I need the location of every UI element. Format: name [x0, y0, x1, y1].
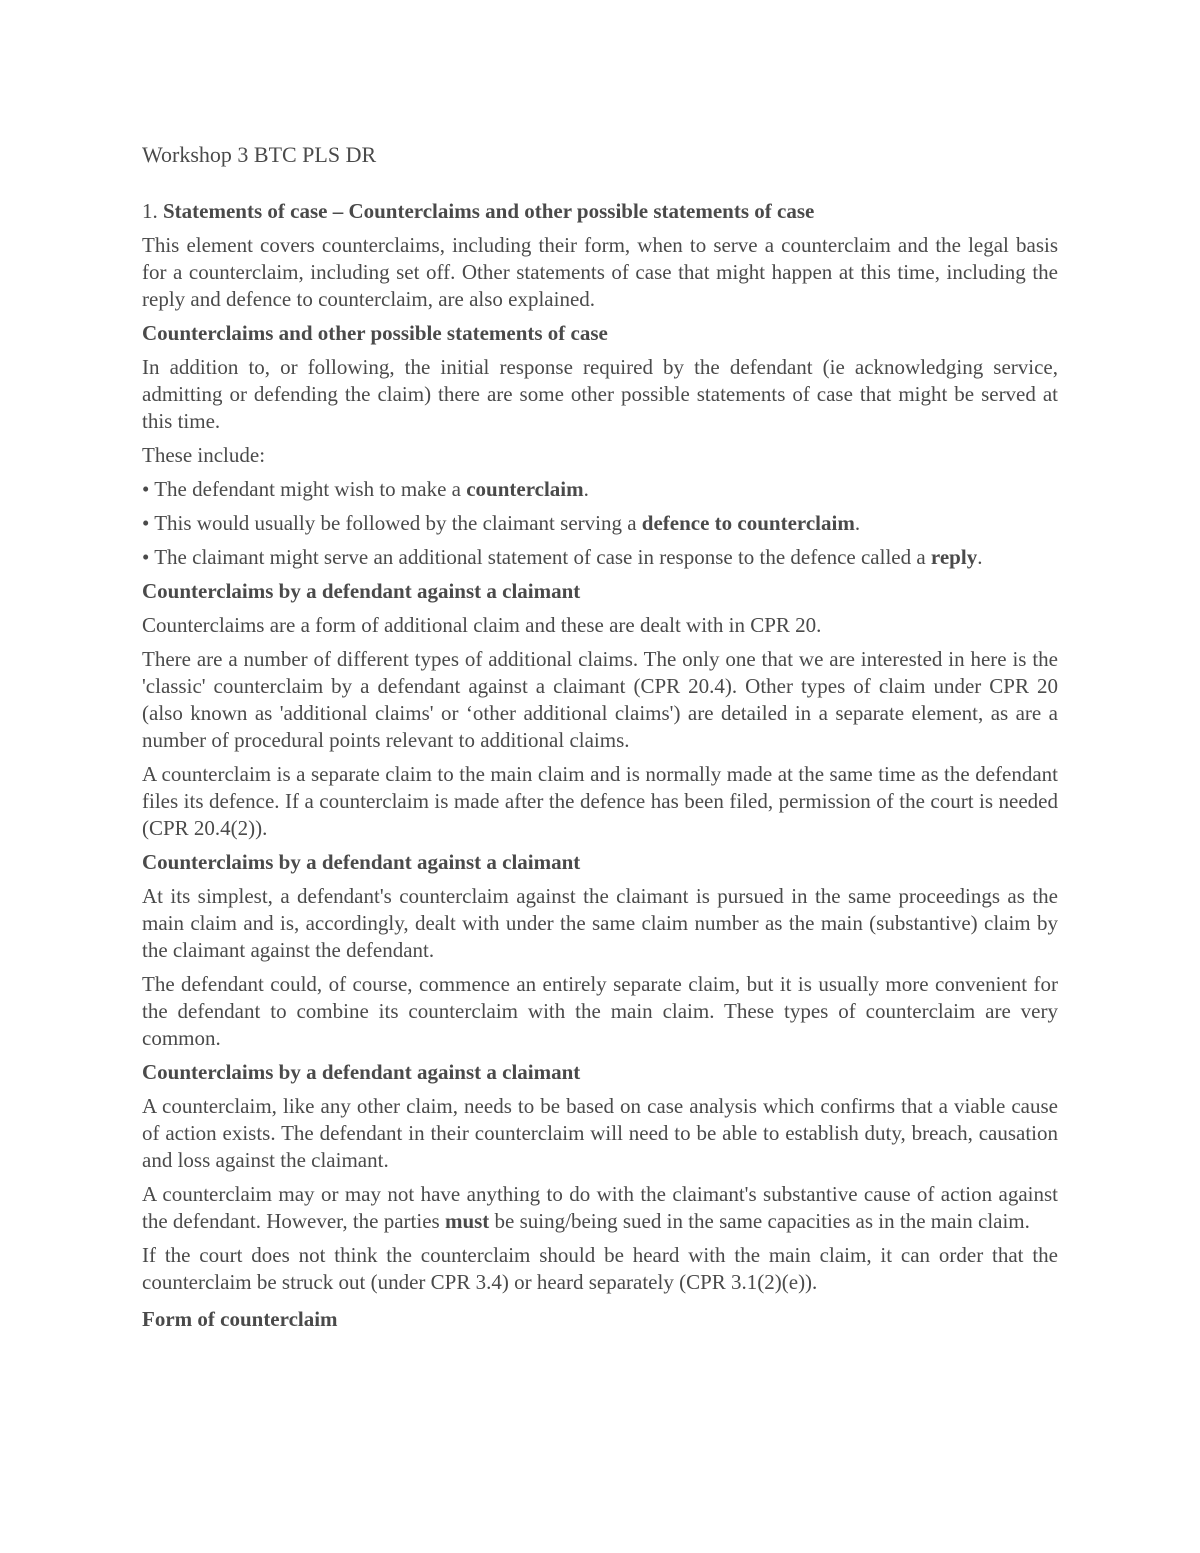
- section-5-para-2-text: A counterclaim may or may not have anything to do with the claimant's substantive cause of action against the defendant. However, the parties: [142, 1182, 1058, 1233]
- document-title: Workshop 3 BTC PLS DR: [142, 142, 377, 167]
- bullet-item-counterclaim: [142, 476, 1058, 503]
- bullet-3-bold: reply: [930, 545, 978, 569]
- section-1-number: 1.: [142, 199, 163, 223]
- section-2-para-2: These include:: [142, 443, 266, 467]
- section-5-para-2-end: be suing/being sued in the same capacities as in the main claim.: [489, 1209, 1030, 1233]
- bullet-1-text: • The defendant might wish to make a: [142, 477, 467, 501]
- bullet-2-text: • This would usually be followed by the claimant serving a: [142, 511, 642, 535]
- bullet-3-text: • The claimant might serve an additional statement of case in response to the defence called a: [142, 545, 931, 569]
- section-1-intro: This element covers counterclaims, including their form, when to serve a counterclaim and the legal basis for a counterclaim, including set off. Other statements of case that might happen at this time, including the reply and defence to counterclaim, are also explained.: [142, 233, 1058, 311]
- section-5-para-2: [142, 1181, 1058, 1235]
- bullet-item-reply: [142, 544, 1058, 571]
- bullet-2-end: .: [854, 511, 861, 535]
- section-5-para-2-bold: must: [444, 1209, 490, 1233]
- section-2-para-1: In addition to, or following, the initial response required by the defendant (ie acknowledging service, admitting or defending the claim) there are some other possible statements of case that might be served at this time.: [142, 355, 1058, 433]
- bullet-3-end: .: [977, 545, 983, 569]
- section-5-para-1: A counterclaim, like any other claim, needs to be based on case analysis which confirms that a viable cause of action exists. The defendant in their counterclaim will need to be able to establish duty, breach, causation and loss against the claimant.: [142, 1094, 1058, 1172]
- section-3-para-1: Counterclaims are a form of additional claim and these are dealt with in CPR 20.: [142, 613, 822, 637]
- section-1-heading-text: Statements of case – Counterclaims and other possible statements of case: [163, 199, 815, 223]
- document-page: [142, 140, 1058, 1340]
- bullet-1-bold: counterclaim: [466, 477, 584, 501]
- bullet-1-end: .: [583, 477, 589, 501]
- section-5-heading: Counterclaims by a defendant against a claimant: [142, 1060, 581, 1084]
- section-4-para-1: At its simplest, a defendant's counterclaim against the claimant is pursued in the same proceedings as the main claim and is, accordingly, dealt with under the same claim number as the main (substantive) claim by the claimant against the defendant.: [142, 884, 1058, 962]
- section-3-heading: Counterclaims by a defendant against a claimant: [142, 579, 581, 603]
- section-4-heading: Counterclaims by a defendant against a claimant: [142, 850, 581, 874]
- section-5-para-3: If the court does not think the counterclaim should be heard with the main claim, it can order that the counterclaim be struck out (under CPR 3.4) or heard separately (CPR 3.1(2)(e)).: [142, 1243, 1058, 1294]
- section-3-para-2: There are a number of different types of additional claims. The only one that we are interested in here is the 'classic' counterclaim by a defendant against a claimant (CPR 20.4). Other types of claim under CPR 20 (also known as 'additional claims' or ‘other additional claims') are detailed in a separate element, as are a number of procedural points relevant to additional claims.: [142, 647, 1058, 752]
- section-4-para-2: The defendant could, of course, commence an entirely separate claim, but it is usually more convenient for the defendant to combine its counterclaim with the main claim. These types of counterclaim are very common.: [142, 972, 1058, 1050]
- bullet-2-bold: defence to counterclaim: [641, 511, 855, 535]
- bullet-item-defence-to-counterclaim: [142, 510, 1058, 537]
- section-6-heading: Form of counterclaim: [142, 1307, 338, 1331]
- section-2-heading: Counterclaims and other possible statements of case: [142, 321, 608, 345]
- section-3-para-3: A counterclaim is a separate claim to the main claim and is normally made at the same time as the defendant files its defence. If a counterclaim is made after the defence has been filed, permission of the court is needed (CPR 20.4(2)).: [142, 762, 1058, 840]
- section-1-heading: [142, 198, 1058, 225]
